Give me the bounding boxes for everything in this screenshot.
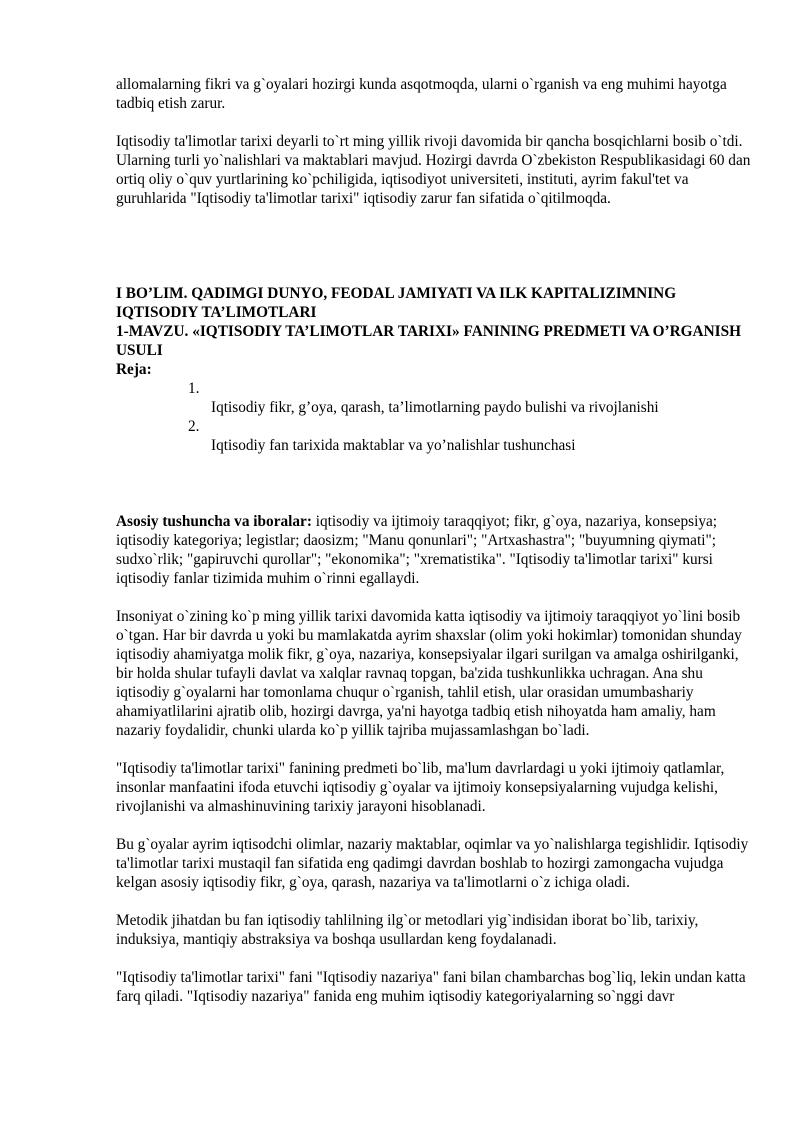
plan-item-number: 2. <box>188 418 200 435</box>
plan-item-text: Iqtisodiy fikr, g’oya, qarash, ta’limotlarning paydo bulishi va rivojlanishi <box>211 399 659 416</box>
body-paragraph: Insoniyat o`zining ko`p ming yillik tarixi davomida katta iqtisodiy va ijtimoiy taraqqiyot yo`lini bosib o`tgan. Har bir davrda u yoki bu mamlakatda ayrim shaxslar (olim yoki hokimlar) tomonidan shunday iqtisodiy ahamiyatga molik fikr, g`oya, nazariya, konsepsiyalar ilgari surilgan va amalga oshirilganki, bir holda shular tufayli davlat va xalqlar ravnaq topgan, ba'zida tushkunlikka uchragan. Ana shu iqtisodiy g`oyalarni har tomonlama chuqur o`rganish, tahlil etish, ular orasidan umumbashariy ahamiyatlilarini ajratib olib, hozirgi davrga, ya'ni hayotga tadbiq etish nihoyatda ham amaliy, ham nazariy foydalidir, chunki ularda ko`p yillik tajriba mujassamlashgan bo`ladi. <box>116 608 742 739</box>
body-paragraph: "Iqtisodiy ta'limotlar tarixi" fani "Iqtisodiy nazariya" fani bilan chambarchas bog`liq, lekin undan katta farq qiladi. "Iqtisodiy nazariya" fanida eng muhim iqtisodiy kategoriyalarning so`nggi davr <box>116 969 746 1005</box>
body-paragraph: Bu g`oyalar ayrim iqtisodchi olimlar, nazariy maktablar, oqimlar va yo`nalishlarga tegishlidir. Iqtisodiy ta'limotlar tarixi mustaqil fan sifatida eng qadimgi davrdan boshlab to hozirgi zamongacha vujudga kelgan asosiy iqtisodiy fikr, g`oya, qarash, nazariya va ta'limotlarni o`z ichiga oladi. <box>116 836 749 891</box>
body-paragraph: "Iqtisodiy ta'limotlar tarixi" fanining predmeti bo`lib, ma'lum davrlardagi u yoki ijtimoiy qatlamlar, insonlar manfaatini ifoda etuvchi iqtisodiy g`oyalar va ijtimoiy konsepsiyalarning vujudga kelishi, rivojlanishi va almashinuvining tarixiy jarayoni hisoblanadi. <box>116 760 725 815</box>
key-concepts-text: iqtisodiy va ijtimoiy taraqqiyot; fikr, g`oya, nazariya, konsepsiya; iqtisodiy kategoriya; legistlar; daosizm; "Manu qonunlari"; "Artxashastra"; "buyumning qiymati"; sudxo`rlik; "gapiruvchi qurollar"; "ekonomika"; "xrematistika". "Iqtisodiy ta'limotlar tarixi" kursi iqtisodiy fanlar tizimida muhim o`rinni egallaydi. <box>116 513 718 587</box>
section-title: I BO’LIM. QADIMGI DUNYO, FEODAL JAMIYATI VA ILK KAPITALIZIMNING IQTISODIY TA’LIMOTLARI <box>116 285 677 321</box>
plan-item-text: Iqtisodiy fan tarixida maktablar va yo’nalishlar tushunchasi <box>211 437 576 454</box>
key-concepts-label: Asosiy tushuncha va iboralar: <box>116 513 312 530</box>
plan-list <box>116 379 756 455</box>
intro-paragraph: allomalarning fikri va g`oyalari hozirgi kunda asqotmoqda, ularni o`rganish va eng muhimi hayotga tadbiq etish zarur. <box>116 76 727 112</box>
section-heading <box>116 284 756 379</box>
plan-item-number: 1. <box>188 380 200 397</box>
plan-item <box>116 379 756 417</box>
body-paragraph: Metodik jihatdan bu fan iqtisodiy tahlilning ilg`or metodlari yig`indisidan iborat bo`lib, tarixiy, induksiya, mantiqiy abstraksiya va boshqa usullardan keng foydalanadi. <box>116 912 699 948</box>
topic-title: 1-MAVZU. «IQTISODIY TA’LIMOTLAR TARIXI» FANINING PREDMETI VA O’RGANISH USULI <box>116 323 741 359</box>
plan-item <box>116 417 756 455</box>
plan-label: Reja: <box>116 361 152 378</box>
key-concepts-paragraph <box>116 512 756 588</box>
document-page <box>116 75 756 1006</box>
intro-paragraph: Iqtisodiy ta'limotlar tarixi deyarli to`rt ming yillik rivoji davomida bir qancha bosqichlarni bosib o`tdi. Ularning turli yo`nalishlari va maktablari mavjud. Hozirgi davrda O`zbekiston Respublikasidagi 60 dan ortiq oliy o`quv yurtlarining ko`pchiligida, iqtisodiyot universiteti, instituti, ayrim fakul'tet va guruhlarida "Iqtisodiy ta'limotlar tarixi" iqtisodiy zarur fan sifatida o`qitilmoqda. <box>116 133 751 207</box>
